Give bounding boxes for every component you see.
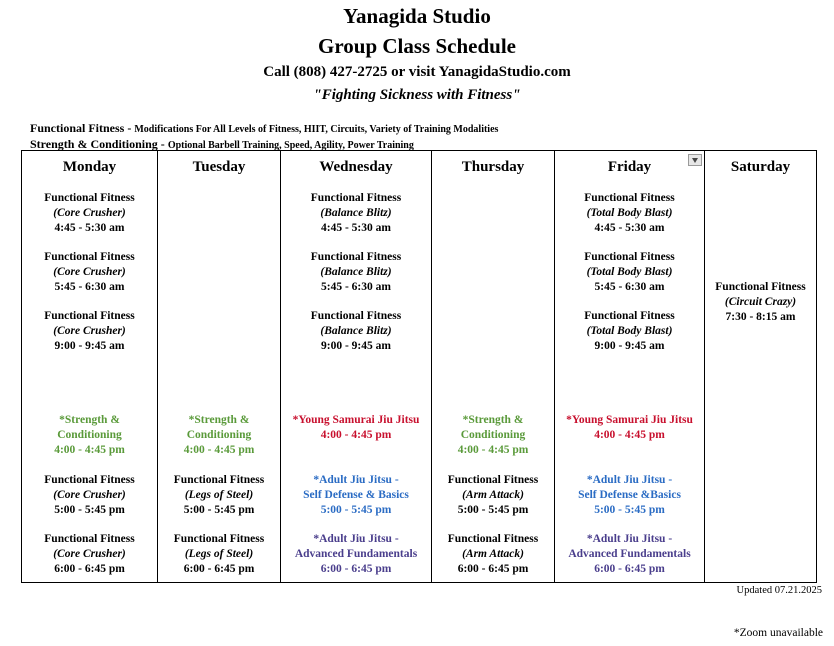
column-wednesday — [281, 151, 432, 583]
class-slot — [22, 473, 157, 518]
contact-line: Call (808) 427-2725 or visit YanagidaStudio.com — [263, 64, 571, 80]
class-slot — [281, 473, 431, 518]
class-title: Functional Fitness — [44, 192, 135, 204]
day-header-tuesday: Tuesday — [192, 159, 246, 175]
class-subtitle: (Legs of Steel) — [184, 489, 254, 501]
class-subtitle: (Core Crusher) — [53, 548, 126, 560]
class-title: *Adult Jiu Jitsu - — [586, 474, 673, 486]
class-slot — [22, 250, 157, 295]
class-slot — [22, 309, 157, 354]
class-time: 4:45 - 5:30 am — [321, 222, 391, 234]
class-title: Functional Fitness — [173, 474, 265, 486]
class-time: 5:00 - 5:45 pm — [320, 504, 392, 516]
class-subtitle: Self Defense &Basics — [578, 489, 681, 501]
class-slot — [22, 191, 157, 236]
class-title: Functional Fitness — [310, 192, 402, 204]
class-subtitle: (Balance Blitz) — [320, 207, 392, 219]
day-header-wednesday: Wednesday — [319, 159, 393, 175]
class-title: Functional Fitness — [447, 533, 539, 545]
class-subtitle: (Total Body Blast) — [586, 266, 673, 278]
schedule-table — [21, 150, 817, 583]
class-subtitle: (Balance Blitz) — [320, 325, 392, 337]
class-slot — [555, 309, 704, 354]
class-title: *Adult Jiu Jitsu - — [313, 533, 399, 545]
class-time: 4:45 - 5:30 am — [594, 222, 665, 234]
class-time: 9:00 - 9:45 am — [321, 340, 391, 352]
day-header-monday: Monday — [62, 159, 117, 175]
class-slot — [432, 473, 554, 518]
updated-date: Updated 07.21.2025 — [736, 585, 822, 596]
class-subtitle: Advanced Fundamentals — [294, 548, 418, 560]
class-title: Functional Fitness — [44, 474, 135, 486]
day-header-thursday: Thursday — [461, 159, 525, 175]
studio-title: Yanagida Studio — [343, 4, 491, 28]
class-title: *Adult Jiu Jitsu - — [586, 533, 673, 545]
class-time: 4:00 - 4:45 pm — [320, 429, 392, 441]
class-title: Functional Fitness — [715, 281, 806, 293]
class-slot — [281, 250, 431, 295]
class-slot — [555, 250, 704, 295]
legend-functional-lead: Functional Fitness - — [30, 121, 135, 135]
class-slot — [281, 191, 431, 236]
class-time: 9:00 - 9:45 am — [594, 340, 665, 352]
class-time: 6:00 - 6:45 pm — [594, 563, 665, 575]
class-title: *Strength & — [59, 414, 120, 426]
class-slot — [22, 413, 157, 458]
class-subtitle: Self Defense & Basics — [303, 489, 409, 501]
day-header-saturday: Saturday — [730, 159, 791, 175]
class-subtitle: (Circuit Crazy) — [724, 296, 797, 308]
class-slot — [555, 191, 704, 236]
class-time: 4:00 - 4:45 pm — [183, 444, 255, 456]
day-header-friday: Friday — [607, 159, 652, 175]
column-thursday — [432, 151, 555, 583]
class-title: *Strength & — [462, 414, 524, 426]
class-slot — [158, 473, 280, 518]
class-title: Functional Fitness — [447, 474, 539, 486]
class-slot — [281, 309, 431, 354]
class-title: *Adult Jiu Jitsu - — [313, 474, 399, 486]
class-time: 6:00 - 6:45 pm — [457, 563, 529, 575]
column-saturday — [705, 151, 817, 583]
class-subtitle: Conditioning — [186, 429, 252, 441]
schedule-title: Group Class Schedule — [318, 34, 516, 58]
class-time: 5:45 - 6:30 am — [321, 281, 391, 293]
class-title: Functional Fitness — [44, 251, 135, 263]
class-slot — [281, 532, 431, 577]
class-title: Functional Fitness — [310, 310, 402, 322]
class-subtitle: (Arm Attack) — [462, 548, 524, 560]
class-subtitle: (Core Crusher) — [53, 266, 126, 278]
class-title: Functional Fitness — [44, 310, 135, 322]
class-title: Functional Fitness — [584, 251, 675, 263]
class-time: 6:00 - 6:45 pm — [54, 563, 125, 575]
class-time: 4:00 - 4:45 pm — [594, 429, 665, 441]
class-slot — [705, 280, 816, 325]
legend-strength-lead: Strength & Conditioning - — [30, 137, 168, 151]
legend-functional-desc: Modifications For All Levels of Fitness, HIIT, Circuits, Variety of Training Modalities — [134, 124, 499, 135]
class-subtitle: (Total Body Blast) — [586, 207, 673, 219]
class-time: 7:30 - 8:15 am — [725, 311, 796, 323]
column-monday — [22, 151, 158, 583]
class-time: 5:45 - 6:30 am — [594, 281, 665, 293]
class-slot — [158, 413, 280, 458]
class-slot — [432, 532, 554, 577]
class-title: *Strength & — [188, 414, 250, 426]
class-title: *Young Samurai Jiu Jitsu — [566, 414, 693, 426]
class-time: 5:00 - 5:45 pm — [183, 504, 255, 516]
class-title: Functional Fitness — [44, 533, 135, 545]
class-title: Functional Fitness — [310, 251, 402, 263]
class-title: Functional Fitness — [584, 310, 675, 322]
class-subtitle: Conditioning — [57, 429, 122, 441]
class-subtitle: (Legs of Steel) — [184, 548, 254, 560]
class-subtitle: (Arm Attack) — [462, 489, 524, 501]
class-subtitle: (Core Crusher) — [53, 325, 126, 337]
class-slot — [555, 473, 704, 518]
class-subtitle: Conditioning — [460, 429, 526, 441]
class-title: Functional Fitness — [173, 533, 265, 545]
class-title: Functional Fitness — [584, 192, 675, 204]
class-title: *Young Samurai Jiu Jitsu — [292, 414, 420, 426]
column-friday — [555, 151, 705, 583]
legend-strength-desc: Optional Barbell Training, Speed, Agility, Power Training — [167, 140, 414, 151]
class-slot — [555, 532, 704, 577]
class-time: 5:45 - 6:30 am — [54, 281, 125, 293]
class-subtitle: (Total Body Blast) — [586, 325, 673, 337]
class-time: 6:00 - 6:45 pm — [320, 563, 392, 575]
class-slot — [432, 413, 554, 458]
zoom-note: *Zoom unavailable — [733, 627, 823, 639]
class-slot — [281, 413, 431, 443]
class-time: 4:00 - 4:45 pm — [457, 444, 529, 456]
column-tuesday — [158, 151, 281, 583]
class-subtitle: (Core Crusher) — [53, 489, 126, 501]
class-time: 9:00 - 9:45 am — [54, 340, 125, 352]
class-subtitle: (Balance Blitz) — [320, 266, 392, 278]
class-time: 5:00 - 5:45 pm — [594, 504, 665, 516]
class-time: 6:00 - 6:45 pm — [183, 563, 255, 575]
class-time: 5:00 - 5:45 pm — [54, 504, 125, 516]
class-slot — [555, 413, 704, 443]
class-time: 4:00 - 4:45 pm — [54, 444, 125, 456]
class-time: 5:00 - 5:45 pm — [457, 504, 529, 516]
class-slot — [22, 532, 157, 577]
class-time: 4:45 - 5:30 am — [54, 222, 125, 234]
tagline: "Fighting Sickness with Fitness" — [313, 87, 521, 103]
class-subtitle: (Core Crusher) — [53, 207, 126, 219]
class-slot — [158, 532, 280, 577]
class-subtitle: Advanced Fundamentals — [568, 548, 691, 560]
